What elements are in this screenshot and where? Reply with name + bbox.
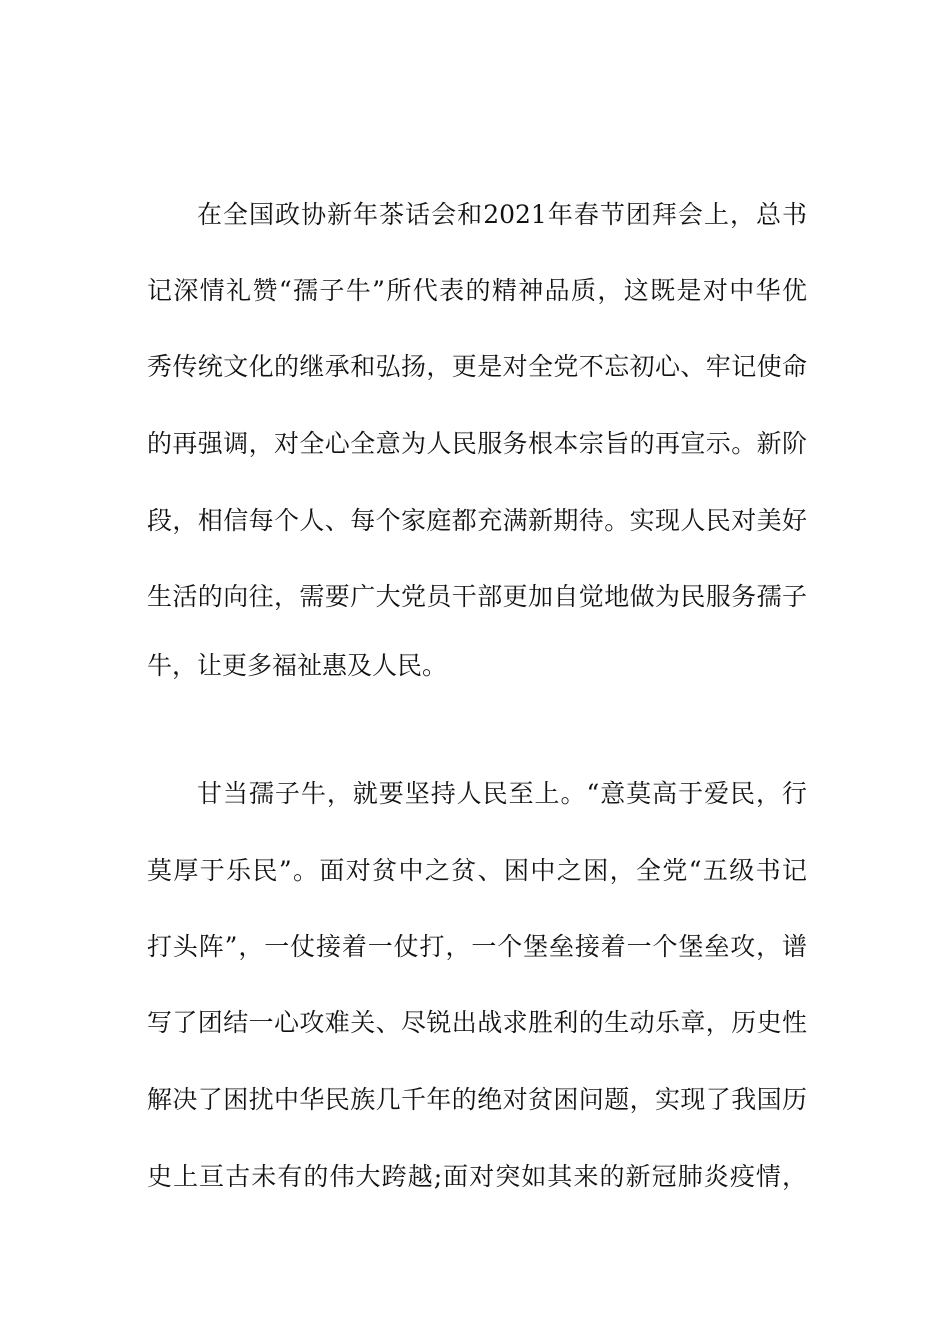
paragraph-1-line-4: 的再强调，对全心全意为人民服务根本宗旨的再宣示。新阶 [147,429,807,458]
paragraph-2-line-6: 史上亘古未有的伟大跨越;面对突如其来的新冠肺炎疫情， [147,1162,807,1191]
paragraph-1-line-3: 秀传统文化的继承和弘扬，更是对全党不忘初心、牢记使命 [147,352,807,381]
paragraph-1-line-6: 生活的向往，需要广大党员干部更加自觉地做为民服务孺子 [147,582,807,611]
paragraph-2-line-3: 打头阵”，一仗接着一仗打，一个堡垒接着一个堡垒攻，谱 [147,932,807,961]
paragraph-1-line-2: 记深情礼赞“孺子牛”所代表的精神品质，这既是对中华优 [147,276,807,305]
paragraph-1-line-1: 在全国政协新年茶话会和2021年春节团拜会上，总书 [197,200,807,229]
paragraph-2-line-4: 写了团结一心攻难关、尽锐出战求胜利的生动乐章，历史性 [147,1008,807,1037]
paragraph-2-line-5: 解决了困扰中华民族几千年的绝对贫困问题，实现了我国历 [147,1085,807,1114]
paragraph-1-line-5: 段，相信每个人、每个家庭都充满新期待。实现人民对美好 [147,506,807,535]
paragraph-1-line-7: 牛，让更多福祉惠及人民。 [147,651,448,680]
paragraph-2-line-2: 莫厚于乐民”。面对贫中之贫、困中之困，全党“五级书记 [147,856,807,885]
paragraph-2-line-1: 甘当孺子牛，就要坚持人民至上。“意莫高于爱民，行 [197,779,807,808]
